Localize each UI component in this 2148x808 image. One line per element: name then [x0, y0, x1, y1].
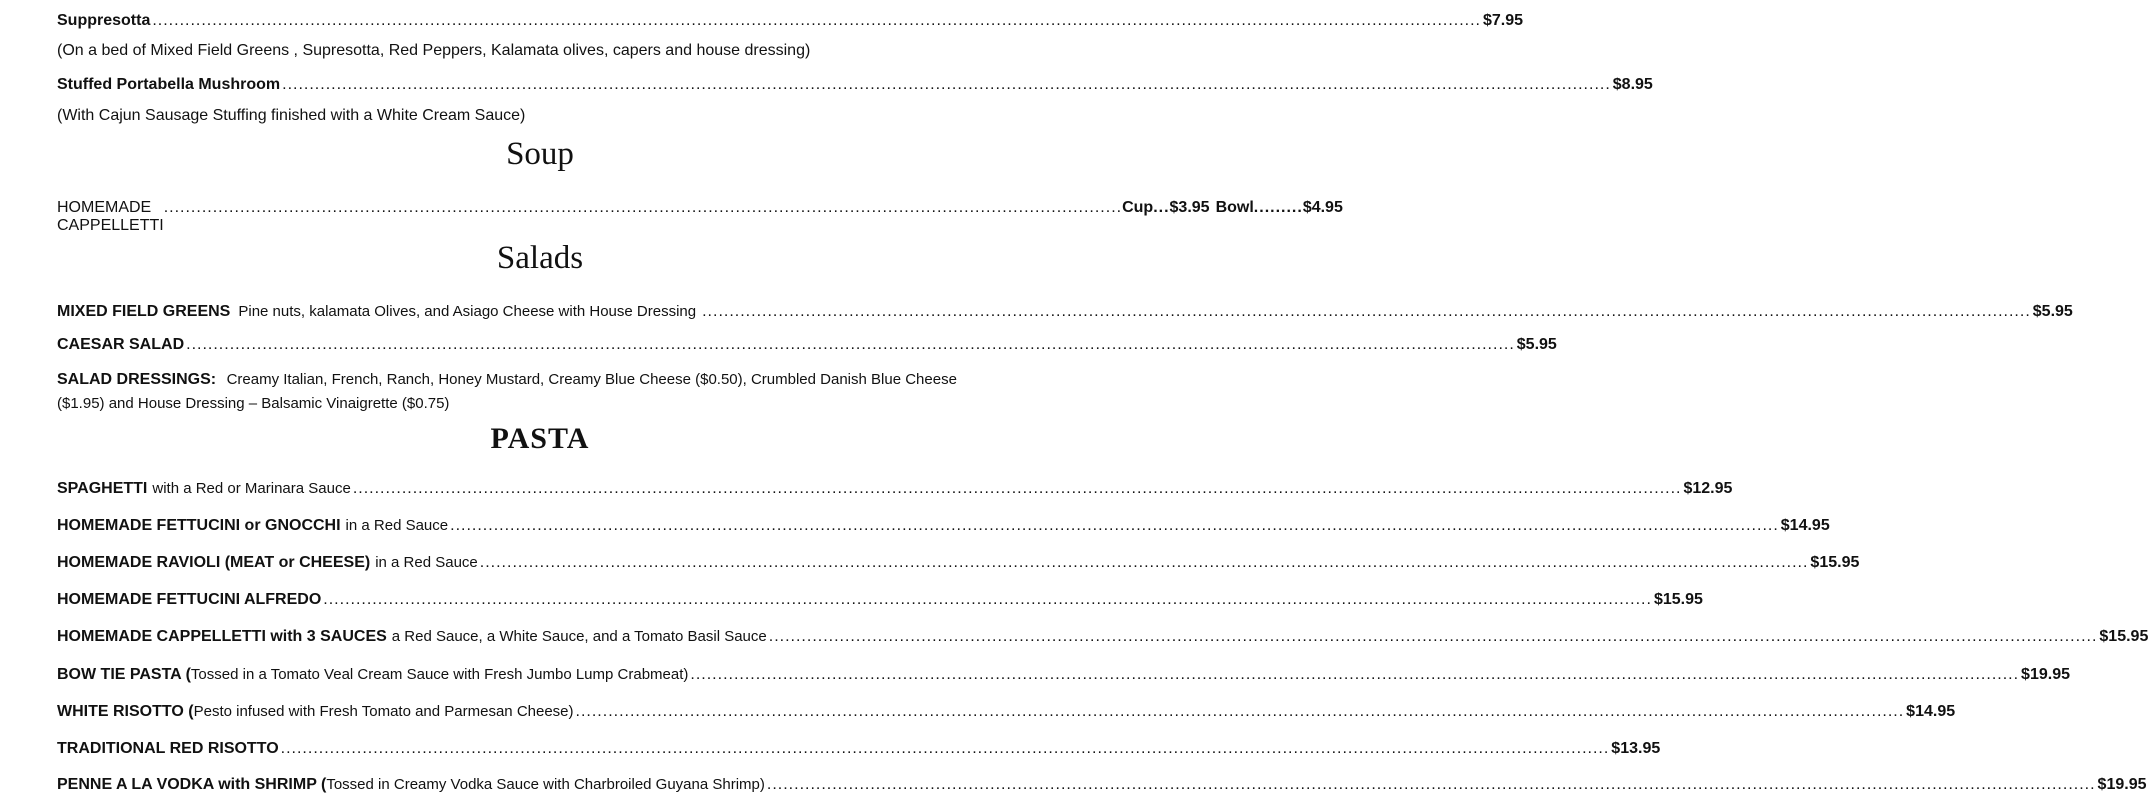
menu-item-cappelletti-soup	[57, 199, 1343, 235]
leader-dots	[282, 76, 1611, 94]
cup-label: Cup	[1122, 199, 1154, 216]
dressings-label: SALAD DRESSINGS:	[57, 371, 217, 388]
menu-item-mixed-field-greens	[57, 303, 2073, 321]
leader-dots	[767, 776, 2096, 794]
item-name: Suppresotta	[57, 12, 151, 29]
menu-item-ravioli	[57, 554, 1860, 572]
menu-item-white-risotto	[57, 703, 1956, 721]
item-name: HOMEMADE FETTUCINI ALFREDO	[57, 591, 322, 608]
leader-dots	[702, 303, 2031, 321]
item-price: $14.95	[1780, 517, 1830, 534]
item-price: $8.95	[1612, 76, 1653, 93]
leader-dots: ................................................................................................................................................................................	[163, 199, 1123, 216]
leader-dots	[323, 591, 1652, 609]
bowl-price: $4.95	[1302, 199, 1343, 216]
menu-item-fettucini-gnocchi	[57, 517, 1830, 535]
salad-dressings	[57, 368, 997, 416]
leader-dots	[690, 666, 2019, 684]
item-name: Stuffed Portabella Mushroom	[57, 76, 281, 93]
item-name: SPAGHETTI	[57, 480, 148, 497]
item-price: $19.95	[2021, 666, 2070, 683]
menu-item-fettucini-alfredo	[57, 591, 1703, 609]
leader-dots	[769, 628, 2098, 646]
dressings-text: Creamy Italian, French, Ranch, Honey Mustard, Creamy Blue Cheese ($0.50), Crumbled Danish Blue Cheese ($1.95) and House Dressing – Balsamic Vinaigrette ($0.75)	[57, 371, 957, 412]
section-heading-salads: Salads	[496, 240, 584, 276]
item-name: MIXED FIELD GREENS	[57, 303, 231, 320]
item-note: Tossed in a Tomato Veal Cream Sauce with Fresh Jumbo Lump Crabmeat)	[190, 666, 689, 683]
menu-item-caesar-salad	[57, 336, 1557, 354]
item-price: $13.95	[1611, 740, 1661, 757]
item-note: Pesto infused with Fresh Tomato and Parmesan Cheese)	[193, 703, 574, 720]
item-name: HOMEMADE FETTUCINI or GNOCCHI	[57, 517, 341, 534]
item-note: with a Red or Marinara Sauce	[152, 480, 351, 497]
item-description: (With Cajun Sausage Stuffing finished with a White Cream Sauce)	[57, 107, 526, 124]
leader-dots: .........	[1253, 199, 1303, 216]
item-price: $19.95	[2097, 776, 2147, 793]
item-price: $5.95	[1516, 336, 1557, 353]
item-name: BOW TIE PASTA (	[57, 666, 191, 683]
item-price: $5.95	[2032, 303, 2073, 320]
menu-item-cappelletti-3-sauces	[57, 628, 2148, 646]
item-note: Tossed in Creamy Vodka Sauce with Charbroiled Guyana Shrimp)	[326, 776, 765, 793]
item-price: $15.95	[1653, 591, 1703, 608]
item-price: $15.95	[1810, 554, 1860, 571]
leader-dots	[281, 740, 1610, 758]
item-name: PENNE A LA VODKA with SHRIMP (	[57, 776, 327, 793]
section-heading-soup: Soup	[506, 136, 574, 172]
leader-dots: ...	[1153, 199, 1170, 216]
section-heading-pasta: PASTA	[490, 422, 590, 455]
bowl-label: Bowl	[1215, 199, 1254, 216]
item-price: $7.95	[1483, 12, 1524, 29]
leader-dots	[186, 336, 1515, 354]
item-note: in a Red Sauce	[345, 517, 449, 534]
menu-item-red-risotto	[57, 740, 1661, 758]
item-name: CAESAR SALAD	[57, 336, 185, 353]
menu-item-suppresotta	[57, 12, 1524, 30]
menu-item-penne-vodka	[57, 776, 2147, 794]
menu-item-stuffed-portabella	[57, 76, 1653, 94]
item-name: HOMEMADE RAVIOLI (MEAT or CHEESE)	[57, 554, 371, 571]
item-name: TRADITIONAL RED RISOTTO	[57, 740, 279, 757]
menu-item-bow-tie-pasta	[57, 666, 2070, 684]
menu-item-spaghetti	[57, 480, 1733, 498]
item-note: in a Red Sauce	[375, 554, 478, 571]
leader-dots	[450, 517, 1779, 535]
item-note: Pine nuts, kalamata Olives, and Asiago Cheese with House Dressing	[238, 303, 697, 320]
leader-dots	[480, 554, 1809, 572]
leader-dots	[353, 480, 1682, 498]
item-description: (On a bed of Mixed Field Greens , Supresotta, Red Peppers, Kalamata olives, capers and house dressing)	[57, 42, 811, 59]
leader-dots	[576, 703, 1905, 721]
item-price: $14.95	[1906, 703, 1956, 720]
item-note: a Red Sauce, a White Sauce, and a Tomato Basil Sauce	[391, 628, 767, 645]
leader-dots	[152, 12, 1481, 30]
item-price: $15.95	[2099, 628, 2148, 645]
cup-price: $3.95	[1169, 199, 1210, 216]
item-price: $12.95	[1683, 480, 1733, 497]
item-name: WHITE RISOTTO (	[57, 703, 194, 720]
item-name: HOMEMADE CAPPELLETTI	[57, 199, 164, 234]
item-name: HOMEMADE CAPPELLETTI with 3 SAUCES	[57, 628, 387, 645]
